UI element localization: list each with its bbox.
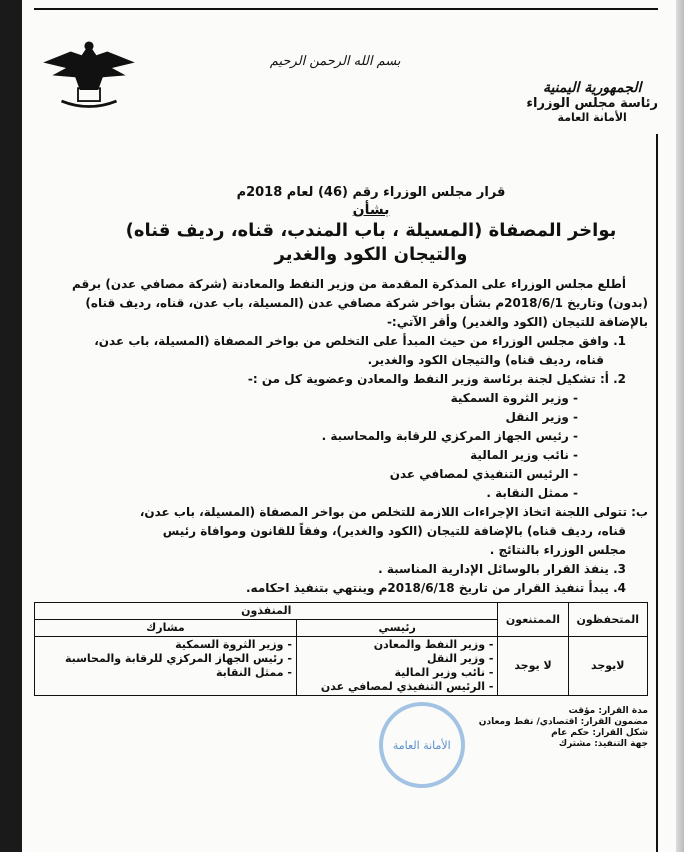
- note-line: مضمون القرار: اقتصادي/ نفط ومعادن: [478, 717, 648, 727]
- abstain-value: لا يوجد: [498, 637, 568, 696]
- letterhead-row: [34, 14, 658, 134]
- header-implementers: المنفذون: [35, 603, 498, 620]
- intro-line: (بدون) وتاريخ 2018/6/1م بشأن بواخر شركة مصافي عدن (المسيلة، باب عدن، قناه، رديف قناه): [85, 296, 648, 310]
- participant-implementers: [35, 637, 297, 696]
- header-reservations: المتحفظون: [568, 603, 647, 637]
- list-item: - وزير النفط والمعادن: [301, 638, 494, 652]
- member-item: - ممثل النقابة .: [486, 486, 578, 500]
- intro-line: بالإضافة للتيجان (الكود والغدير) وأقر الآتي:-: [386, 315, 648, 329]
- subject-line-2: والتيجان الكود والغدير: [274, 244, 468, 265]
- list-item: - الرئيس التنفيذي لمصافي عدن: [301, 680, 494, 694]
- list-item: - وزير الثروة السمكية: [39, 638, 292, 652]
- intro-line: أطلع مجلس الوزراء على المذكرة المقدمة من وزير النفط والمعادنة (شركة مصافي عدن) برقم: [71, 277, 626, 291]
- official-stamp: [379, 702, 465, 788]
- item-4: 4. يبدأ تنفيذ القرار من تاريخ 2018/6/18م وينتهي بتنفيذ احكامه.: [245, 581, 626, 595]
- member-item: - رئيس الجهاز المركزي للرقابة والمحاسبة .: [321, 429, 578, 443]
- member-item: - وزير الثروة السمكية: [450, 391, 578, 405]
- member-item: - الرئيس التنفيذي لمصافي عدن: [389, 467, 578, 481]
- regarding-label: بشأن: [352, 202, 390, 218]
- header-rule: [34, 8, 658, 10]
- subject-line-1: بواخر المصفاة (المسيلة ، باب المندب، قناه، رديف قناه): [125, 220, 617, 241]
- decree-title: [34, 184, 648, 267]
- note-line: جهة التنفيذ: مشترك: [558, 739, 648, 749]
- scan-edge-left: [0, 0, 22, 852]
- main-implementers: [296, 637, 498, 696]
- item-2b-cont: مجلس الوزراء بالنتائج .: [489, 543, 626, 557]
- note-line: مدة القرار: مؤقت: [568, 706, 648, 716]
- republic-name: الجمهورية اليمنية: [542, 80, 642, 96]
- presidency-name: رئاسة مجلس الوزراء: [526, 96, 658, 111]
- header-main: رئيسي: [296, 620, 498, 637]
- member-item: - نائب وزير المالية: [470, 448, 578, 462]
- stamp-text: الأمانة العامة: [392, 738, 451, 752]
- document-page: [22, 0, 676, 852]
- list-item: - وزير النقل: [301, 652, 494, 666]
- item-2b: ب: تتولى اللجنة اتخاذ الإجراءات اللازمة للتخلص من بواخر المصفاة (المسيلة، باب عدن،: [139, 505, 648, 519]
- item-3: 3. ينفذ القرار بالوسائل الإدارية المناسبة .: [378, 562, 626, 576]
- letterhead: [526, 80, 658, 124]
- eagle-emblem-icon: [34, 34, 144, 114]
- list-item: - ممثل النقابة: [39, 666, 292, 680]
- header-abstain: الممتنعون: [498, 603, 568, 637]
- item-1: 1. وافق مجلس الوزراء من حيث المبدأ على التخلص من بواخر المصفاة (المسيلة، باب عدن،: [94, 334, 626, 348]
- item-1-cont: قناه، رديف قناه) والتيجان الكود والغدير.: [367, 353, 604, 367]
- voting-table: [34, 602, 648, 696]
- basmala: بسم الله الرحمن الرحيم: [269, 54, 401, 69]
- decree-number: قرار مجلس الوزراء رقم (46) لعام 2018م: [236, 185, 506, 200]
- reservations-value: لايوجد: [568, 637, 647, 696]
- secretariat-name: الأمانة العامة: [557, 111, 627, 124]
- footer-row: [34, 702, 648, 788]
- header-participant: مشارك: [35, 620, 297, 637]
- list-item: - نائب وزير المالية: [301, 666, 494, 680]
- note-line: شكل القرار: حكم عام: [551, 728, 648, 738]
- scan-edge-right: [676, 0, 684, 852]
- decree-notes: [479, 702, 648, 750]
- item-2: 2. أ: تشكيل لجنة برئاسة وزير النفط والمعادن وعضوية كل من :-: [247, 372, 626, 386]
- decree-body: [34, 275, 648, 598]
- member-item: - وزير النقل: [505, 410, 578, 424]
- item-2b-cont: قناه، رديف قناه) بالإضافة للتيجان (الكود والغدير)، وفقاً للقانون وموافاة رئيس: [162, 524, 626, 538]
- decree-content: [34, 134, 658, 852]
- list-item: - رئيس الجهاز المركزي للرقابة والمحاسبة: [39, 652, 292, 666]
